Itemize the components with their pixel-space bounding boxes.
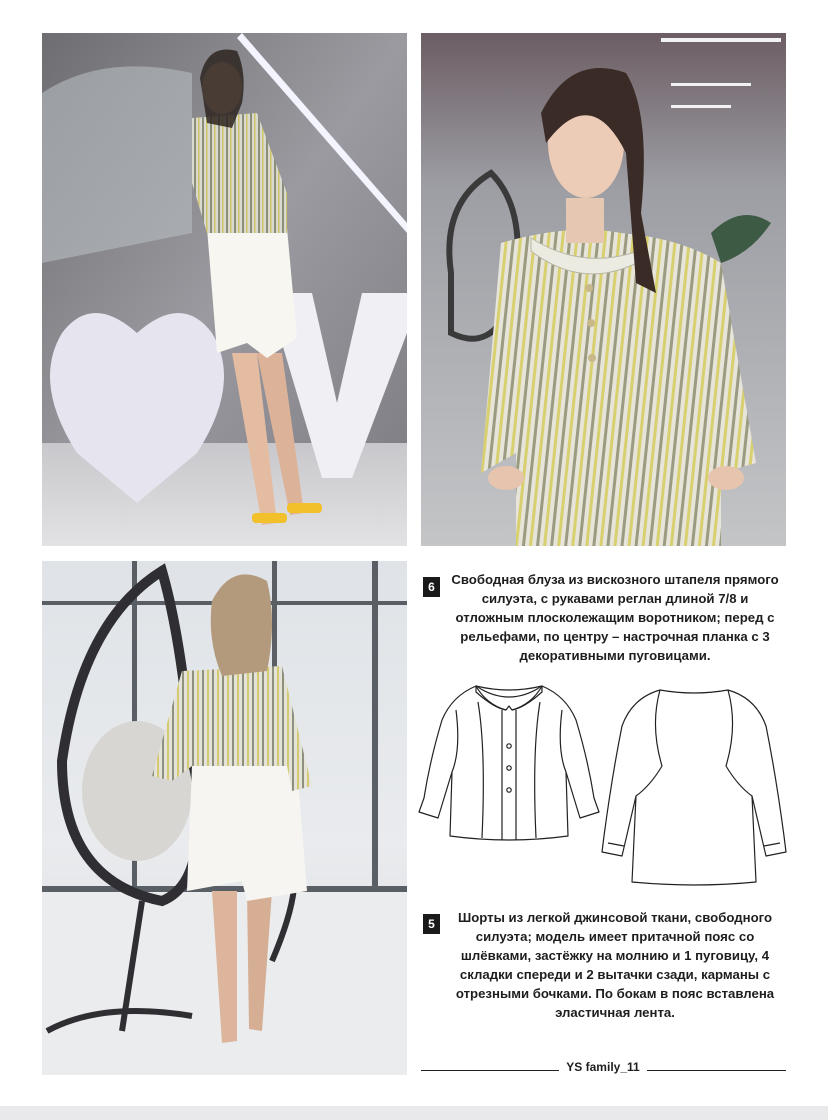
footer-rule-right <box>647 1070 786 1071</box>
photo-blouse-closeup <box>421 33 786 546</box>
page-footer: YS family_11 <box>566 1060 640 1074</box>
blouse-description: Свободная блуза из вискозного штапеля прямого силуэта, с рукавами реглан длиной 7/8 и отложным плосколежащим воротником; перед с рельефами, по центру – настрочная планка с 3 декоративными пуговицами. <box>451 572 779 663</box>
footer-rule-left <box>421 1070 559 1071</box>
blouse-front-sketch <box>416 680 602 856</box>
photo-model-with-chair <box>42 561 407 1075</box>
item-number-badge-5: 5 <box>423 914 440 934</box>
blouse-back-sketch <box>600 686 788 886</box>
photo-model-full-length <box>42 33 407 546</box>
shorts-description: Шорты из легкой джинсовой ткани, свободного силуэта; модель имеет притачной пояс со шлёвками, застёжку на молнию и 1 пуговицу, 4 складки спереди и 2 вытачки сзади, карманы с отрезными бочками. По бокам в пояс вставлена эластичная лента. <box>455 910 775 1020</box>
item-number-badge-6: 6 <box>423 577 440 597</box>
